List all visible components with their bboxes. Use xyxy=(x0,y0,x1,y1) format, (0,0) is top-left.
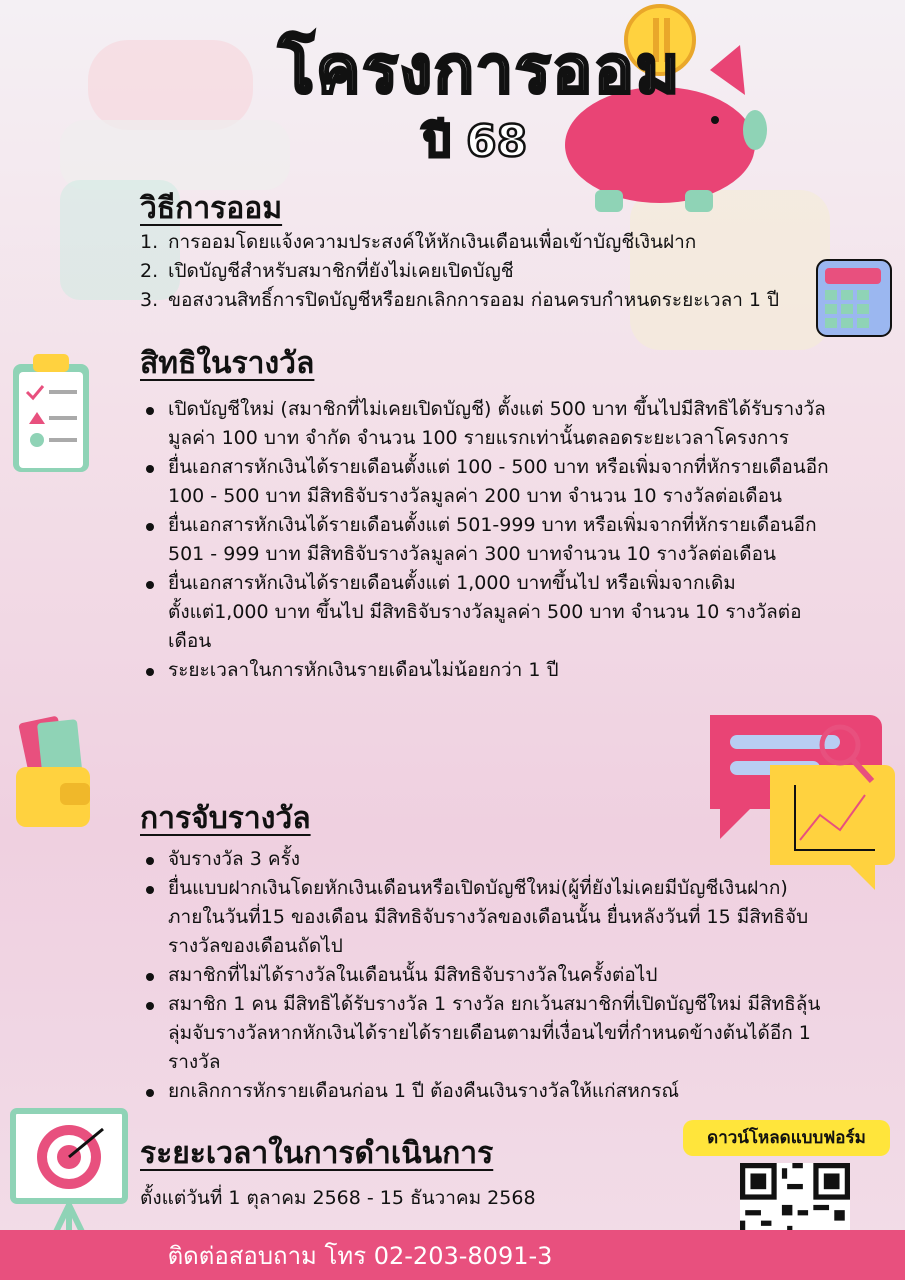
bullet-icon xyxy=(146,407,154,415)
list-item xyxy=(140,228,830,257)
prize-rights-list xyxy=(140,395,830,685)
prize-rights-heading: สิทธิในรางวัล xyxy=(140,346,315,381)
list-item-text: เปิดบัญชีใหม่ (สมาชิกที่ไม่เคยเปิดบัญชี) ตั้งแต่ 500 บาท ขึ้นไปมีสิทธิได้รับรางวัลมูลค่า 100 บาท จำกัด จำนวน 100 รายแรกเท่านั้นตลอดระยะเวลาโครงการ xyxy=(168,398,826,449)
saving-method-heading: วิธีการออม xyxy=(140,191,283,226)
list-item-text: การออมโดยแจ้งความประสงค์ให้หักเงินเดือนเพื่อเข้าบัญชีเงินฝาก xyxy=(168,231,697,253)
clipboard-checklist-icon xyxy=(5,352,95,477)
list-item-text: จับรางวัล 3 ครั้ง xyxy=(168,848,301,870)
list-item-text: เปิดบัญชีสำหรับสมาชิกที่ยังไม่เคยเปิดบัญชี xyxy=(168,260,514,282)
download-form-button[interactable]: ดาวน์โหลดแบบฟอร์ม xyxy=(683,1120,890,1156)
list-item-text: ยกเลิกการหักรายเดือนก่อน 1 ปี ต้องคืนเงินรางวัลให้แก่สหกรณ์ xyxy=(168,1080,680,1102)
bullet-icon xyxy=(146,668,154,676)
period-heading: ระยะเวลาในการดำเนินการ xyxy=(140,1136,494,1171)
period-text: ตั้งแต่วันที่ 1 ตุลาคม 2568 - 15 ธันวาคม 2568 xyxy=(140,1187,536,1209)
list-item-text: ยื่นเอกสารหักเงินได้รายเดือนตั้งแต่ 501-999 บาท หรือเพิ่มจากที่หักรายเดือนอีก 501 - 999 บาท มีสิทธิจับรางวัลมูลค่า 300 บาทจำนวน 10 รางวัลต่อเดือน xyxy=(168,514,817,565)
list-number: 3. xyxy=(140,289,159,311)
bullet-icon xyxy=(146,465,154,473)
bullet-icon xyxy=(146,1002,154,1010)
list-item xyxy=(140,990,830,1077)
list-number: 1. xyxy=(140,231,159,253)
bullet-icon xyxy=(146,886,154,894)
list-number: 2. xyxy=(140,260,159,282)
list-item-text: สมาชิกที่ไม่ได้รางวัลในเดือนนั้น มีสิทธิจับรางวัลในครั้งต่อไป xyxy=(168,964,658,986)
wallet-money-icon xyxy=(10,715,100,835)
list-item xyxy=(140,453,830,511)
list-item xyxy=(140,961,830,990)
list-item-text: ยื่นเอกสารหักเงินได้รายเดือนตั้งแต่ 1,000 บาทขึ้นไป หรือเพิ่มจากเดิมตั้งแต่1,000 บาท ขึ้นไป มีสิทธิจับรางวัลมูลค่า 500 บาท จำนวน 10 รางวัลต่อเดือน xyxy=(168,572,802,652)
list-item-text: ยื่นเอกสารหักเงินได้รายเดือนตั้งแต่ 100 - 500 บาท หรือเพิ่มจากที่หักรายเดือนอีก 100 - 500 บาท มีสิทธิจับรางวัลมูลค่า 200 บาท จำนวน 10 รางวัลต่อเดือน xyxy=(168,456,829,507)
list-item xyxy=(140,257,830,286)
list-item xyxy=(140,1077,830,1106)
list-item xyxy=(140,286,830,315)
draw-list xyxy=(140,845,830,1106)
contact-phone: ติดต่อสอบถาม โทร 02-203-8091-3 xyxy=(167,1242,553,1270)
list-item xyxy=(140,845,830,874)
bullet-icon xyxy=(146,973,154,981)
page-subtitle: ปี 68 xyxy=(422,116,528,167)
list-item xyxy=(140,395,830,453)
list-item-text: สมาชิก 1 คน มีสิทธิได้รับรางวัล 1 รางวัล ยกเว้นสมาชิกที่เปิดบัญชีใหม่ มีสิทธิลุ้นลุ่มจับรางวัลหากหักเงินได้รายได้รายเดือนตามที่เงื่อนไขที่กำหนดข้างต้นได้อีก 1 รางวัล xyxy=(168,993,821,1073)
bullet-icon xyxy=(146,581,154,589)
list-item-text: ยื่นแบบฝากเงินโดยหักเงินเดือนหรือเปิดบัญชีใหม่(ผู้ที่ยังไม่เคยมีบัญชีเงินฝาก) ภายในวันที่15 ของเดือน มีสิทธิจับรางวัลของเดือนนั้น ยื่นหลังวันที่ 15 มีสิทธิจับรางวัลของเดือนถัดไป xyxy=(168,877,809,957)
page-title: โครงการออม xyxy=(278,31,682,108)
bullet-icon xyxy=(146,857,154,865)
list-item xyxy=(140,656,830,685)
draw-heading: การจับรางวัล xyxy=(140,801,311,836)
bullet-icon xyxy=(146,523,154,531)
list-item xyxy=(140,874,830,961)
bullet-icon xyxy=(146,1089,154,1097)
list-item-text: ขอสงวนสิทธิ์การปิดบัญชีหรือยกเลิกการออม ก่อนครบกำหนดระยะเวลา 1 ปี xyxy=(168,289,780,311)
list-item xyxy=(140,511,830,569)
saving-method-list xyxy=(140,228,830,315)
list-item-text: ระยะเวลาในการหักเงินรายเดือนไม่น้อยกว่า 1 ปี xyxy=(168,659,559,681)
list-item xyxy=(140,569,830,656)
